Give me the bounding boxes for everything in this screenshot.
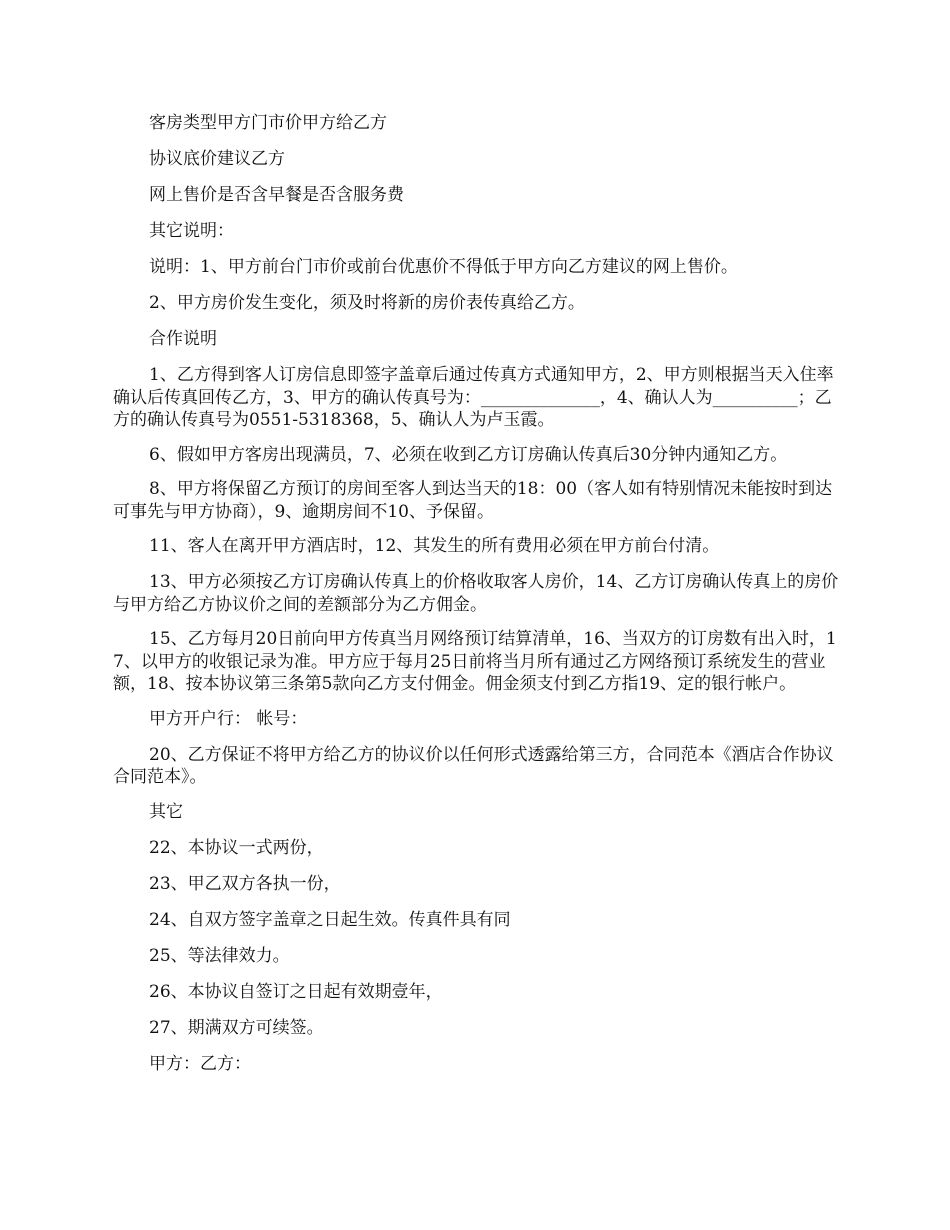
clause-24: 24、自双方签字盖章之日起生效。传真件具有同 (149, 909, 511, 930)
room-type-header: 客房类型甲方门市价甲方给乙方 (149, 113, 387, 133)
cooperation-heading: 合作说明 (149, 329, 217, 349)
other-heading: 其它 (149, 801, 183, 822)
clause-1-5: 1、乙方得到客人订房信息即签字盖章后通过传真方式通知甲方，2、甲方则根据当天入住率确认后传真回传乙方，3、甲方的确认传真号为：______________，4、确认人为__________；乙方的确认传真号为0551-5318368，5、确认人为卢玉霞。 (113, 365, 834, 430)
clause-20: 20、乙方保证不将甲方给乙方的协议价以任何形式透露给第三方，合同范本《酒店合作协议合同范本》。 (113, 744, 834, 787)
note-paragraph-1: 说明：1、甲方前台门市价或前台优惠价不得低于甲方向乙方建议的网上售价。 (149, 257, 738, 277)
clause-13-14: 13、甲方必须按乙方订房确认传真上的价格收取客人房价，14、乙方订房确认传真上的房价与甲方给乙方协议价之间的差额部分为乙方佣金。 (113, 572, 839, 615)
clause-22: 22、本协议一式两份， (149, 837, 324, 858)
clause-25: 25、等法律效力。 (149, 945, 290, 966)
note-paragraph-2: 2、甲方房价发生变化，须及时将新的房价表传真给乙方。 (149, 293, 585, 313)
clause-23: 23、甲乙双方各执一份， (149, 873, 341, 894)
online-price-header: 网上售价是否含早餐是否含服务费 (149, 185, 404, 205)
clause-15-19: 15、乙方每月20日前向甲方传真当月网络预订结算清单，16、当双方的订房数有出入时，17、以甲方的收银记录为准。甲方应于每月25日前将当月所有通过乙方网络预订系统发生的营业额，18、按本协议第三条第5款向乙方支付佣金。佣金须支付到乙方指19、定的银行帐户。 (113, 629, 837, 694)
clause-26: 26、本协议自签订之日起有效期壹年， (149, 981, 443, 1002)
clause-8-10: 8、甲方将保留乙方预订的房间至客人到达当天的18：00（客人如有特别情况未能按时到达可事先与甲方协商），9、逾期房间不10、予保留。 (113, 479, 833, 522)
clause-27: 27、期满双方可续签。 (149, 1017, 324, 1038)
other-notes-heading: 其它说明： (149, 221, 234, 241)
clause-6-7: 6、假如甲方客房出现满员，7、必须在收到乙方订房确认传真后30分钟内通知乙方。 (149, 444, 788, 465)
bank-account-line: 甲方开户行： 帐号： (149, 708, 308, 729)
signature-line: 甲方：乙方： (149, 1053, 251, 1074)
clause-11-12: 11、客人在离开甲方酒店时，12、其发生的所有费用必须在甲方前台付清。 (149, 536, 720, 556)
agreed-price-header: 协议底价建议乙方 (149, 149, 285, 169)
document-body (113, 112, 841, 1089)
